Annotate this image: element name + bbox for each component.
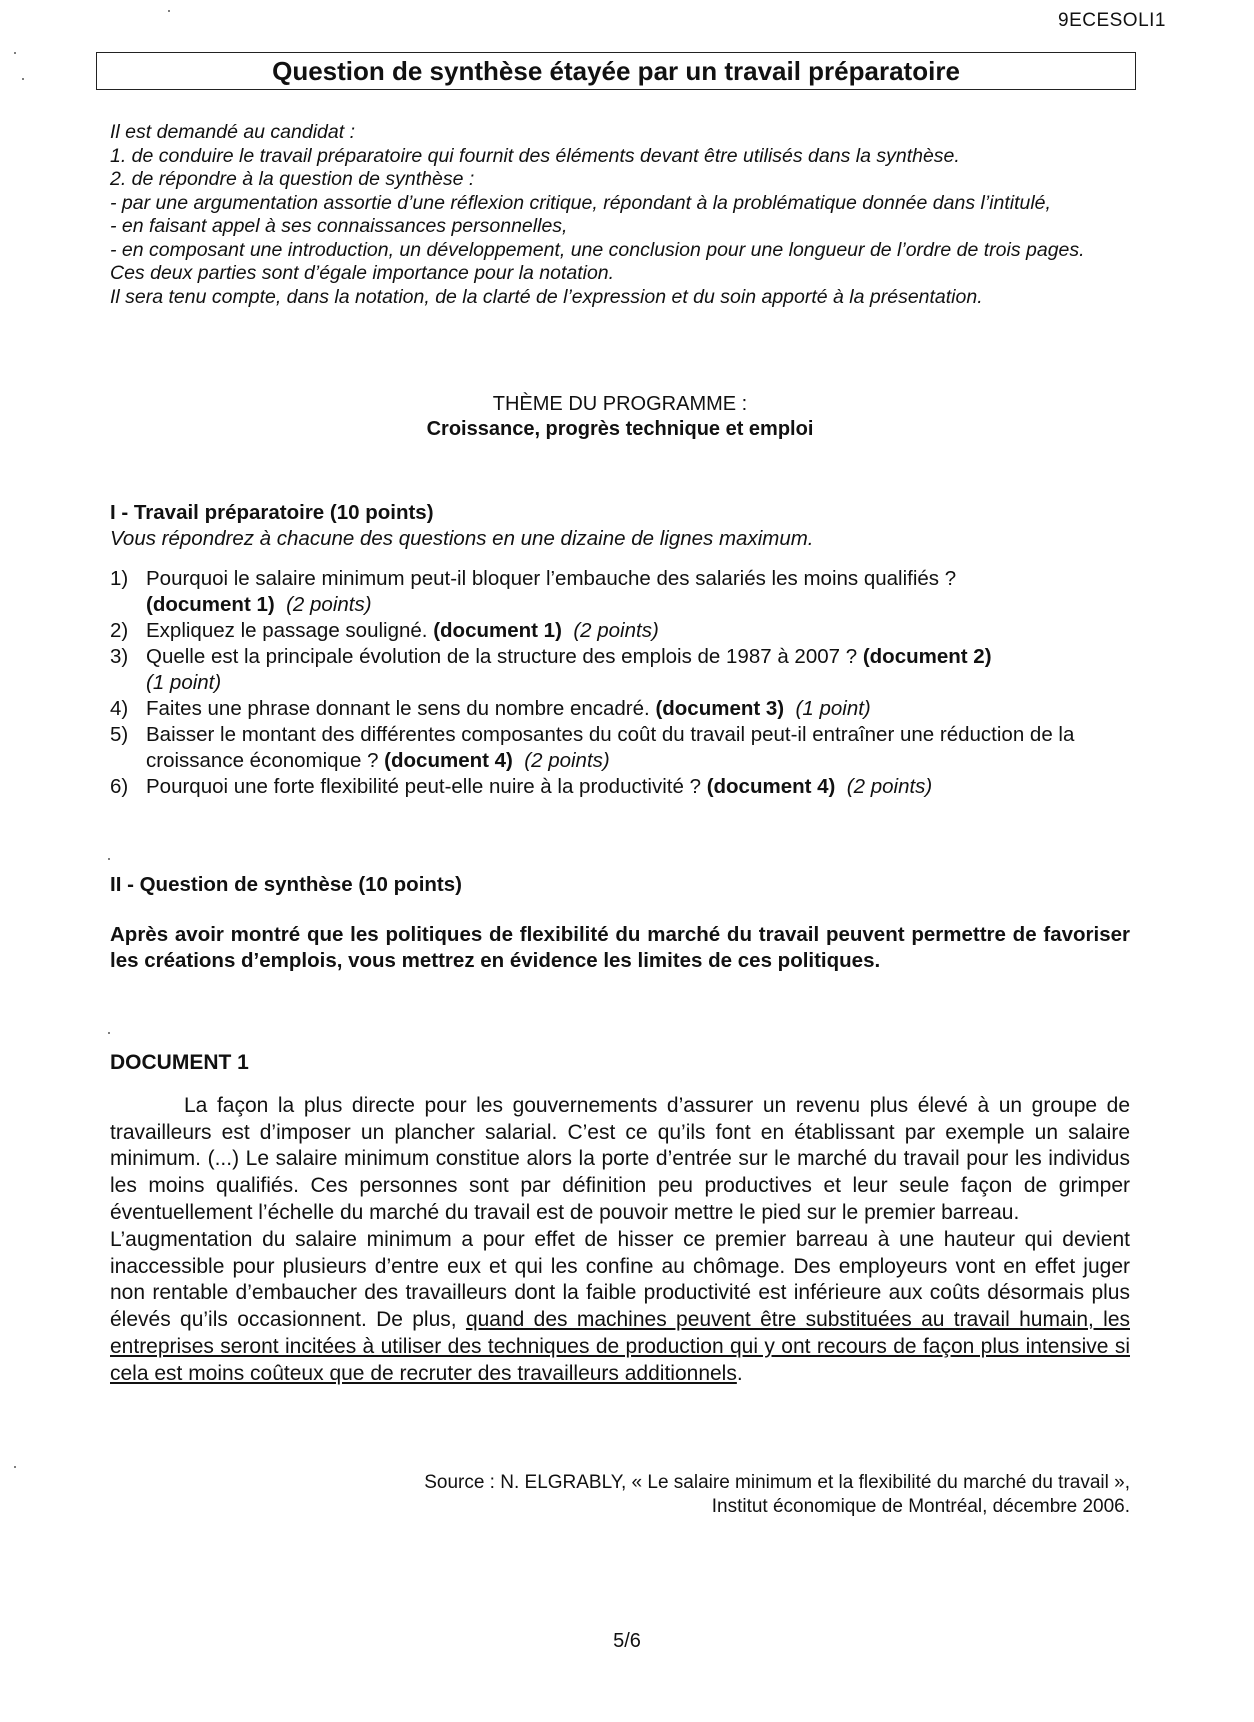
question-doc-ref: (document 4) [384,749,513,772]
question-text: Baisser le montant des différentes composantes du coût du travail peut-il entraîner une réduction de la croissance économique ? [146,723,1075,772]
question-points: (2 points) [286,593,372,616]
instructions-note-1: Ces deux parties sont d’égale importance pour la notation. [110,262,615,284]
instructions-step-1: 1. de conduire le travail préparatoire qui fournit des éléments devant être utilisés dans la synthèse. [110,144,960,167]
document-1-source [424,1471,1130,1519]
theme-value: Croissance, progrès technique et emploi [426,418,814,440]
instructions-step-2: 2. de répondre à la question de synthèse : [110,168,475,190]
document-1-paragraph-1: La façon la plus directe pour les gouvernements d’assurer un revenu plus élevé à un groupe de travailleurs est d’imposer un plancher salarial. C’est ce qu’ils font en établissant par exemple un salaire minimum. (...) Le salaire minimum constitue alors la porte d’entrée sur le marché du travail pour les individus les moins qualifiés. Ces personnes sont par définition peu productives et leur seule façon de grimper éventuellement l’échelle du marché du travail est de pouvoir mettre le pied sur le premier barreau. [110,1093,1130,1224]
theme-label: THÈME DU PROGRAMME : [492,393,748,415]
question-item [110,774,1140,800]
question-points: (2 points) [524,749,610,772]
question-item [110,722,1140,774]
instructions-bullet-3: - en composant une introduction, un développement, une conclusion pour une longueur de l’ordre de trois pages. [110,238,1085,261]
question-doc-ref: (document 1) [433,619,562,642]
question-text: Pourquoi le salaire minimum peut-il bloquer l’embauche des salariés les moins qualifiés ? [146,567,957,590]
question-text-block [146,566,1140,618]
question-doc-ref: (document 2) [862,645,992,668]
question-item [110,566,1140,618]
instructions-bullet-2: - en faisant appel à ses connaissances personnelles, [110,215,568,237]
scan-speck [168,10,170,12]
question-points: (2 points) [573,619,659,642]
question-text-block [146,774,1140,800]
question-doc-ref: (document 3) [655,697,785,720]
question-text-block [146,644,1140,696]
question-doc-ref: (document 4) [706,775,836,798]
part-1-section [110,500,1140,800]
question-number: 5) [110,723,129,746]
question-points: (2 points) [846,775,933,798]
question-number: 2) [110,619,129,642]
instructions-intro: Il est demandé au candidat : [110,121,355,143]
page-title: Question de synthèse étayée par un travail préparatoire [96,52,1136,90]
question-item [110,696,1140,722]
question-text: Expliquez le passage souligné. [146,619,428,642]
document-1-paragraph-2-text: L’augmentation du salaire minimum a pour effet de hisser ce premier barreau à une hauteur qui devient inaccessible pour plusieurs d’entre eux et qui les confine au chômage. Des employeurs vont en effet juger non rentable d’embaucher des travailleurs dont la faible productivité est inférieure aux coûts désormais plus élevés qu’ils occasionnent. De plus, [110,1227,1130,1332]
question-text: Quelle est la principale évolution de la structure des emplois de 1987 à 2007 ? [146,645,858,668]
theme-block [110,392,1130,442]
question-list [110,566,1140,800]
source-line-2: Institut économique de Montréal, décembre 2006. [711,1496,1130,1517]
question-number: 6) [110,775,129,798]
instructions-block [110,121,1130,309]
document-1-heading: DOCUMENT 1 [110,1051,249,1074]
part-2-section [110,872,1130,974]
source-line-1: Source : N. ELGRABLY, « Le salaire minimum et la flexibilité du marché du travail », [424,1472,1130,1493]
instructions-bullet-1: - par une argumentation assortie d’une réflexion critique, répondant à la problématique donnée dans l’intitulé, [110,191,1051,214]
part-1-subtitle: Vous répondrez à chacune des questions en une dizaine de lignes maximum. [110,527,814,550]
question-text-block [146,722,1140,774]
question-text-block [146,696,1140,722]
scan-speck [108,858,110,860]
question-points: (1 point) [795,697,871,720]
question-item [110,644,1140,696]
scan-speck [14,52,16,54]
question-number: 1) [110,567,129,590]
scan-speck [14,1466,16,1468]
part-2-heading: II - Question de synthèse (10 points) [110,873,462,896]
synthesis-question: Après avoir montré que les politiques de flexibilité du marché du travail peuvent permettre de favoriser les créations d’emplois, vous mettrez en évidence les limites de ces politiques. [110,923,1130,972]
question-number: 3) [110,645,129,668]
question-item [110,618,1140,644]
scan-speck [22,78,24,80]
document-1-underlined-passage: quand des machines peuvent être substituées au travail humain, les entreprises seront incitées à utiliser des techniques de production qui y ont recours de façon plus intensive si cela est moins coûteux que de recruter des travailleurs additionnels [110,1308,1130,1385]
question-doc-ref: (document 1) [146,593,275,616]
page-number: 5/6 [613,1630,641,1652]
instructions-note-2: Il sera tenu compte, dans la notation, de la clarté de l’expression et du soin apporté à la présentation. [110,285,983,308]
document-1-paragraph-2-end: . [736,1361,743,1385]
question-text-block [146,618,1140,644]
document-1-section [110,1050,1130,1388]
part-1-heading: I - Travail préparatoire (10 points) [110,501,434,524]
scan-speck [108,1032,110,1034]
question-text: Faites une phrase donnant le sens du nombre encadré. [146,697,650,720]
document-1-paragraph-2 [110,1227,1130,1388]
question-number: 4) [110,697,129,720]
document-code: 9ECESOLI1 [1058,10,1166,31]
question-points: (1 point) [146,671,222,694]
question-text: Pourquoi une forte flexibilité peut-elle nuire à la productivité ? [146,775,701,798]
